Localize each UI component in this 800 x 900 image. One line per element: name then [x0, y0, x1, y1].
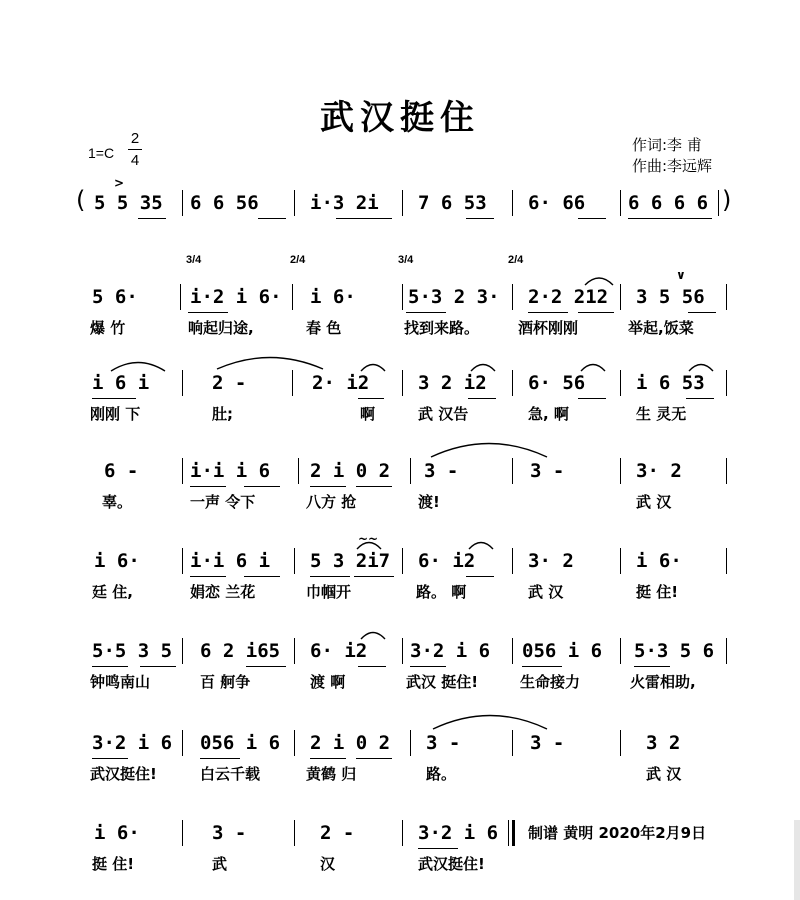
lyrics: 娟恋 兰花	[190, 583, 256, 601]
time-change: 2/4	[508, 254, 524, 266]
underline-beam	[190, 486, 226, 487]
barline	[718, 190, 719, 216]
tie-slur	[432, 710, 548, 730]
tie-slur	[468, 538, 494, 550]
key-signature: 1=C	[88, 145, 115, 161]
barline	[620, 730, 621, 756]
underline-beam	[310, 758, 346, 759]
underline-beam	[92, 666, 128, 667]
barline	[512, 730, 513, 756]
barline	[620, 458, 621, 484]
underline-beam	[92, 398, 136, 399]
tie-slur	[688, 360, 714, 372]
page-title: 武汉挺住	[320, 98, 480, 138]
lyrics: 路。	[426, 765, 457, 783]
underline-beam	[466, 576, 494, 577]
bar-notes: 3 -	[424, 460, 459, 482]
underline-beam	[358, 398, 384, 399]
lyricist: 作词:李 甫	[632, 136, 702, 154]
tie-slur	[360, 360, 386, 372]
time-change: 3/4	[186, 254, 202, 266]
bar-notes: 3·2 i 6	[92, 732, 173, 754]
close-parenthesis: )	[722, 186, 732, 214]
bar-notes: 3 -	[530, 460, 565, 482]
bar-notes: 3·2 i 6	[418, 822, 499, 844]
open-parenthesis: (	[76, 186, 86, 214]
bar-notes: 5 5 35	[94, 192, 163, 214]
barline	[726, 638, 727, 664]
underline-beam	[578, 218, 606, 219]
bar-notes: 5 6·	[92, 286, 138, 308]
barline	[294, 548, 295, 574]
lyrics: 武	[212, 855, 228, 873]
bar-notes: 3 -	[530, 732, 565, 754]
barline	[182, 638, 183, 664]
barline	[726, 458, 727, 484]
time-signature-numerator: 2	[130, 130, 140, 147]
tie-slur	[430, 438, 548, 458]
underline-beam	[358, 666, 386, 667]
lyrics: 百 舸争	[200, 673, 251, 691]
lyrics: 钟鸣南山	[90, 673, 151, 691]
bar-notes: i·i 6 i	[190, 550, 271, 572]
time-change: 3/4	[398, 254, 414, 266]
final-barline-thick	[512, 820, 515, 846]
bar-notes: 6· 66	[528, 192, 586, 214]
barline	[402, 284, 403, 310]
barline	[620, 370, 621, 396]
underline-beam	[356, 486, 392, 487]
barline	[182, 190, 183, 216]
barline	[410, 458, 411, 484]
bar-notes: 2 -	[320, 822, 355, 844]
bar-notes: 6 2 i65	[200, 640, 281, 662]
tie-slur	[356, 538, 382, 550]
underline-beam	[418, 848, 458, 849]
lyrics: 渡 啊	[310, 673, 346, 691]
lyrics: 酒杯刚刚	[518, 319, 579, 337]
underline-beam	[522, 666, 562, 667]
barline	[182, 730, 183, 756]
bar-notes: 056 i 6	[522, 640, 603, 662]
underline-beam	[188, 312, 228, 313]
lyrics: 生命接力	[520, 673, 581, 691]
lyrics: 八方 抢	[306, 493, 357, 511]
barline	[180, 284, 181, 310]
bar-notes: 3 2 i2	[418, 372, 487, 394]
underline-beam	[688, 312, 716, 313]
accent-mark: >	[114, 176, 125, 190]
underline-beam	[336, 218, 392, 219]
lyrics: 刚刚 下	[90, 405, 141, 423]
barline	[512, 370, 513, 396]
bar-notes: i 6 53	[636, 372, 705, 394]
barline	[410, 730, 411, 756]
lyrics: 一声 令下	[190, 493, 256, 511]
lyrics: 武 汉告	[418, 405, 469, 423]
lyrics: 辜。	[102, 493, 133, 511]
bar-notes: 6· i2	[310, 640, 368, 662]
lyrics: 响起归途,	[188, 319, 254, 337]
barline	[512, 638, 513, 664]
underline-beam	[244, 576, 280, 577]
bar-notes: 6· 56	[528, 372, 586, 394]
trill-mark: ~~	[358, 532, 379, 546]
bar-notes: 2·2 212	[528, 286, 609, 308]
underline-beam	[356, 758, 392, 759]
time-signature-denominator: 4	[130, 152, 140, 169]
lyrics: 肚;	[212, 405, 233, 423]
bar-notes: 3 5 56	[636, 286, 705, 308]
underline-beam	[578, 312, 614, 313]
barline	[402, 638, 403, 664]
lyrics: 爆 竹	[90, 319, 126, 337]
underline-beam	[634, 666, 670, 667]
barline	[726, 370, 727, 396]
barline	[182, 548, 183, 574]
bar-notes: i·3 2i	[310, 192, 379, 214]
scrollbar-track[interactable]	[794, 820, 800, 900]
barline	[512, 190, 513, 216]
barline	[620, 190, 621, 216]
bar-notes: i 6·	[94, 822, 140, 844]
barline	[512, 548, 513, 574]
barline	[402, 548, 403, 574]
tie-slur	[110, 358, 166, 372]
tie-slur	[360, 628, 386, 640]
bar-notes: 3 2	[646, 732, 681, 754]
bar-notes: 3 -	[212, 822, 247, 844]
lyrics: 巾帼开	[306, 583, 352, 601]
lyrics: 火雷相助,	[630, 673, 696, 691]
bar-notes: i·i i 6	[190, 460, 271, 482]
tie-slur	[216, 352, 324, 370]
barline	[620, 284, 621, 310]
bar-notes: 5·5 3 5	[92, 640, 173, 662]
barline	[726, 284, 727, 310]
time-change: 2/4	[290, 254, 306, 266]
tie-slur	[470, 360, 496, 372]
underline-beam	[310, 576, 350, 577]
lyrics: 武 汉	[646, 765, 682, 783]
tie-slur	[580, 360, 606, 372]
lyrics: 挺 住!	[636, 583, 679, 601]
bar-notes: 5·3 5 6	[634, 640, 715, 662]
bar-notes: 056 i 6	[200, 732, 281, 754]
lyrics: 武汉挺住!	[90, 765, 157, 783]
bar-notes: 7 6 53	[418, 192, 487, 214]
lyrics: 廷 住,	[92, 583, 133, 601]
barline	[182, 820, 183, 846]
bar-notes: 6· i2	[418, 550, 476, 572]
lyrics: 武汉 挺住!	[406, 673, 479, 691]
lyrics: 路。 啊	[416, 583, 467, 601]
time-signature-line	[128, 149, 142, 150]
underline-beam	[466, 218, 494, 219]
barline	[294, 190, 295, 216]
underline-beam	[310, 486, 346, 487]
underline-beam	[628, 218, 712, 219]
underline-beam	[406, 312, 446, 313]
underline-beam	[354, 576, 394, 577]
underline-beam	[92, 758, 128, 759]
final-barline-thin	[508, 820, 509, 846]
bar-notes: 6 6 56	[190, 192, 259, 214]
bar-notes: i 6·	[94, 550, 140, 572]
bar-notes: 2 i 0 2	[310, 460, 391, 482]
barline	[726, 548, 727, 574]
bar-notes: i 6·	[636, 550, 682, 572]
lyrics: 汉	[320, 855, 336, 873]
underline-beam	[140, 666, 176, 667]
barline	[182, 370, 183, 396]
barline	[298, 458, 299, 484]
bar-notes: 6 -	[104, 460, 139, 482]
barline	[402, 190, 403, 216]
lyrics: 渡!	[418, 493, 440, 511]
lyrics: 找到来路。	[404, 319, 480, 337]
lyrics: 挺 住!	[92, 855, 135, 873]
underline-beam	[244, 486, 280, 487]
bar-notes: 2· i2	[312, 372, 370, 394]
lyrics: 武汉挺住!	[418, 855, 485, 873]
lyrics: 武 汉	[636, 493, 672, 511]
lyrics: 白云千载	[200, 765, 261, 783]
bar-notes: 2 -	[212, 372, 247, 394]
breath-mark: ∨	[676, 268, 686, 282]
barline	[294, 820, 295, 846]
underline-beam	[200, 758, 240, 759]
bar-notes: 3·2 i 6	[410, 640, 491, 662]
barline	[512, 284, 513, 310]
underline-beam	[258, 218, 286, 219]
underline-beam	[528, 312, 568, 313]
underline-beam	[410, 666, 446, 667]
barline	[182, 458, 183, 484]
barline	[402, 370, 403, 396]
underline-beam	[686, 398, 714, 399]
barline	[292, 370, 293, 396]
barline	[512, 458, 513, 484]
underline-beam	[190, 576, 226, 577]
lyrics: 武 汉	[528, 583, 564, 601]
bar-notes: 2 i 0 2	[310, 732, 391, 754]
tie-slur	[584, 274, 614, 286]
bar-notes: i 6 i	[92, 372, 150, 394]
underline-beam	[246, 666, 286, 667]
barline	[292, 284, 293, 310]
lyrics: 急, 啊	[528, 405, 569, 423]
underline-beam	[578, 398, 606, 399]
underline-beam	[468, 398, 496, 399]
composer: 作曲:李远辉	[632, 157, 713, 175]
bar-notes: 5 3 2i7	[310, 550, 391, 572]
barline	[402, 820, 403, 846]
bar-notes: i 6·	[310, 286, 356, 308]
barline	[294, 730, 295, 756]
lyrics: 举起,饭菜	[628, 319, 694, 337]
transcriber-credit: 制谱 黄明 2020年2月9日	[528, 824, 707, 842]
barline	[620, 548, 621, 574]
lyrics: 啊	[360, 405, 376, 423]
bar-notes: 5·3 2 3·	[408, 286, 500, 308]
lyrics: 生 灵无	[636, 405, 687, 423]
bar-notes: 3· 2	[636, 460, 682, 482]
lyrics: 黄鹤 归	[306, 765, 357, 783]
bar-notes: 6 6 6 6	[628, 192, 709, 214]
bar-notes: 3· 2	[528, 550, 574, 572]
underline-beam	[138, 218, 166, 219]
bar-notes: 3 -	[426, 732, 461, 754]
barline	[294, 638, 295, 664]
barline	[620, 638, 621, 664]
bar-notes: i·2 i 6·	[190, 286, 282, 308]
lyrics: 春 色	[306, 319, 342, 337]
